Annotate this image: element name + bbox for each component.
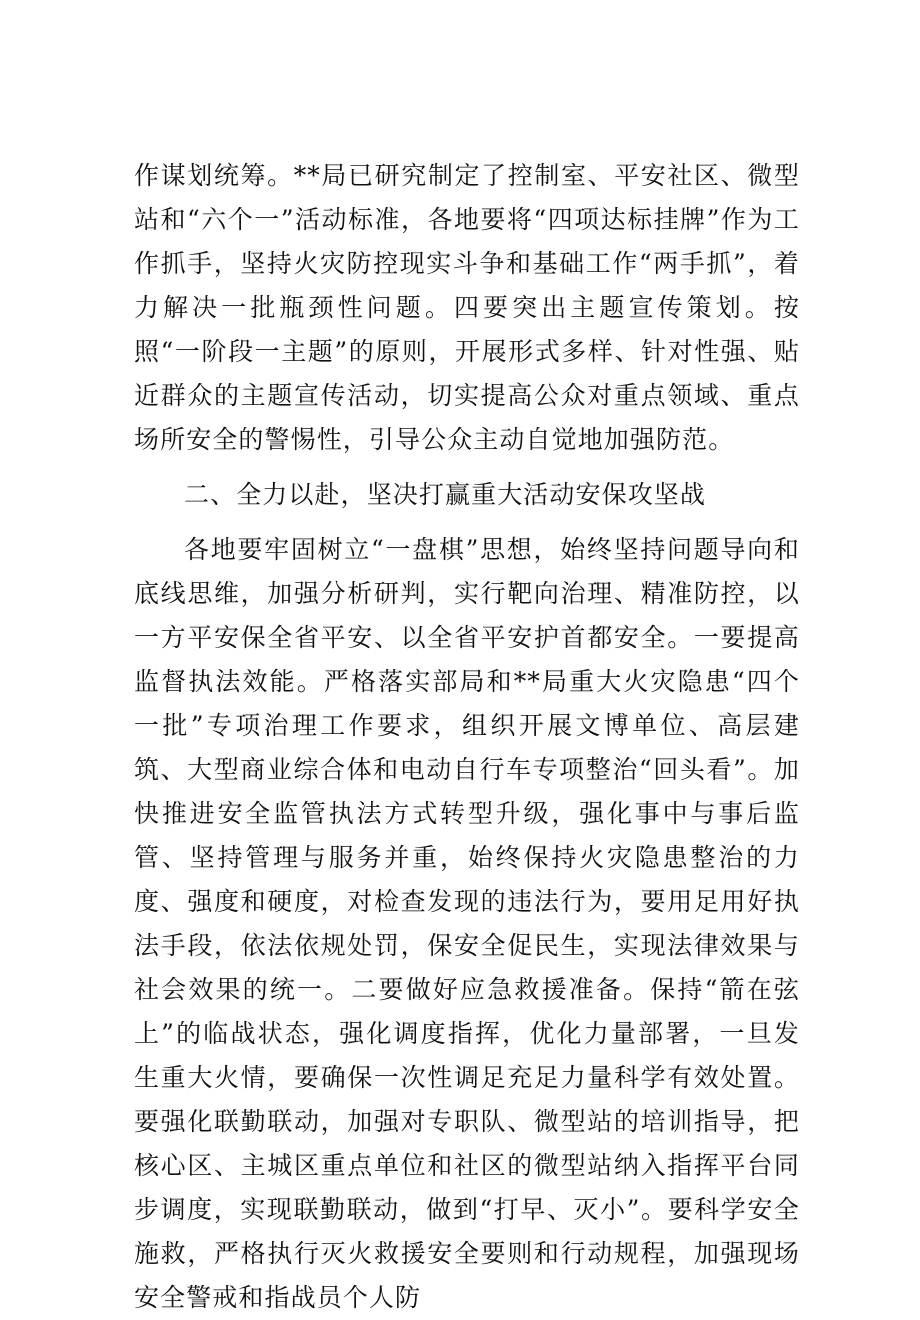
spacer [134, 517, 800, 528]
section-heading: 二、全力以赴，坚决打赢重大活动安保攻坚战 [184, 480, 707, 509]
document-body [134, 154, 800, 1320]
section-paragraph: 各地要牢固树立“一盘棋”思想，始终坚持问题导向和底线思维，加强分析研判，实行靶向治理、精准防控，以一方平安保全省平安、以全省平安护首都安全。一要提高监督执法效能。严格落实部局和**局重大火灾隐患“四个一批”专项治理工作要求，组织开展文博单位、高层建筑、大型商业综合体和电动自行车专项整治“回头看”。加快推进安全监管执法方式转型升级，强化事中与事后监管、坚持管理与服务并重，始终保持火灾隐患整治的力度、强度和硬度，对检查发现的违法行为，要用足用好执法手段，依法依规处罚，保安全促民生，实现法律效果与社会效果的统一。二要做好应急救援准备。保持“箭在弦上”的临战状态，强化调度指挥，优化力量部署，一旦发生重大火情，要确保一次性调足充足力量科学有效处置。要强化联勤联动，加强对专职队、微型站的培训指导，把核心区、主城区重点单位和社区的微型站纳入指挥平台同步调度，实现联勤联动，做到“打早、灭小”。要科学安全施救，严格执行灭火救援安全要则和行动规程，加强现场安全警戒和指战员个人防 [134, 535, 800, 1312]
spacer [134, 462, 800, 473]
paragraph-continuation: 作谋划统筹。**局已研究制定了控制室、平安社区、微型站和“六个一”活动标准，各地要将“四项达标挂牌”作为工作抓手，坚持火灾防控现实斗争和基础工作“两手抓”，着力解决一批瓶颈性问题。四要突出主题宣传策划。按照“一阶段一主题”的原则，开展形式多样、针对性强、贴近群众的主题宣传活动，切实提高公众对重点领域、重点场所安全的警惕性，引导公众主动自觉地加强防范。 [134, 161, 800, 454]
